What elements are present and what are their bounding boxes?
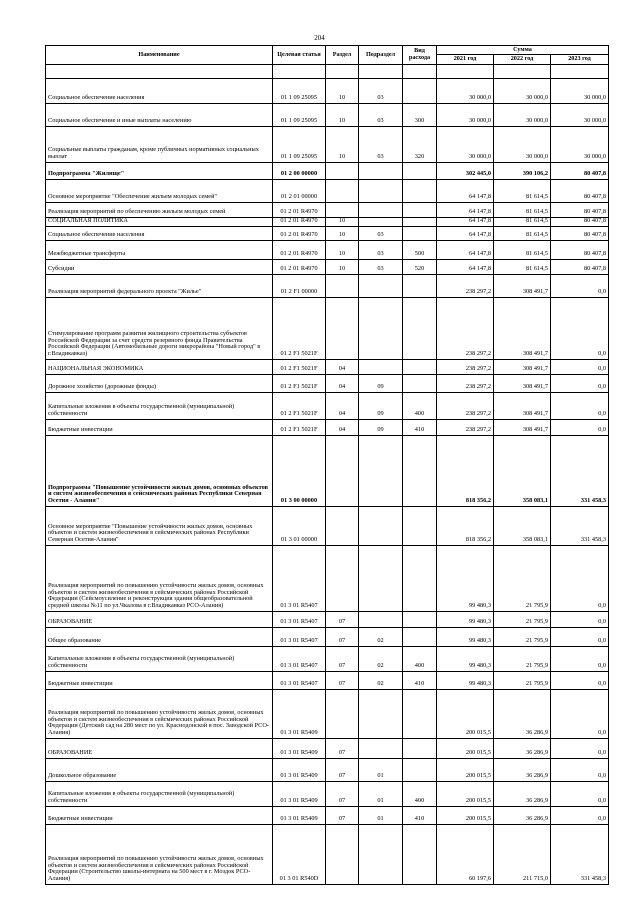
cell-sub [359, 690, 403, 739]
cell-kind [403, 298, 437, 360]
cell-y1: 99 480,3 [437, 672, 494, 690]
cell-kind [403, 375, 437, 393]
table-row [46, 739, 609, 759]
cell-target: 01 1 09 25095 [273, 79, 326, 104]
cell-y3: 0,0 [551, 759, 609, 782]
page-number: 204 [314, 34, 325, 42]
cell-y3: 30 000,0 [551, 79, 609, 104]
cell-name: Дорожное хозяйство (дорожные фонды) [46, 375, 273, 393]
cell-sub [359, 275, 403, 298]
cell-sub [359, 218, 403, 227]
cell-y3: 0,0 [551, 420, 609, 436]
cell-section: 10 [326, 218, 359, 227]
table-row [46, 647, 609, 672]
cell-y2: 36 286,9 [494, 690, 551, 739]
cell-y2: 36 286,9 [494, 759, 551, 782]
cell-section: 07 [326, 759, 359, 782]
cell-target: 01 3 01 R5407 [273, 647, 326, 672]
cell-y1: 238 297,2 [437, 298, 494, 360]
cell-name: Стимулирование программ развития жилищного строительства субъектов Российской Федерации за счет средств резервного фонда Правительства Российской Федерации (Автомобильные дороги микрорайона "Новый город" в г.Владикавказ) [46, 298, 273, 360]
table-row [46, 260, 609, 275]
table-row [46, 218, 609, 227]
cell-y1: 238 297,2 [437, 375, 494, 393]
cell-y1: 60 197,6 [437, 825, 494, 885]
cell-y2: 36 286,9 [494, 807, 551, 825]
cell-kind [403, 436, 437, 507]
cell-section [326, 546, 359, 612]
cell-section: 04 [326, 375, 359, 393]
cell-section: 07 [326, 739, 359, 759]
cell-section [326, 436, 359, 507]
cell-y3: 0,0 [551, 375, 609, 393]
cell-sub: 02 [359, 647, 403, 672]
header-kind: Вид расхода [403, 46, 437, 65]
cell-target: 01 3 01 R5409 [273, 759, 326, 782]
cell-y3: 0,0 [551, 612, 609, 628]
cell-name: Капитальные вложения в объекты государственной (муниципальной) собственности [46, 647, 273, 672]
table-row [46, 436, 609, 507]
table-row [46, 360, 609, 375]
cell-y3: 331 458,3 [551, 436, 609, 507]
cell-y3: 0,0 [551, 672, 609, 690]
cell-kind [403, 180, 437, 203]
cell-y1: 238 297,2 [437, 275, 494, 298]
cell-section [326, 65, 359, 79]
cell-target: 01 2 F1 5021F [273, 360, 326, 375]
header-subsection: Подраздел [359, 46, 403, 65]
table-body [46, 65, 609, 885]
cell-name: Капитальные вложения в объекты государственной (муниципальной) собственности [46, 393, 273, 420]
cell-y1: 99 480,3 [437, 612, 494, 628]
cell-kind [403, 825, 437, 885]
cell-section: 10 [326, 260, 359, 275]
cell-target: 01 3 01 R5407 [273, 628, 326, 647]
table-row [46, 65, 609, 79]
cell-y2: 308 491,7 [494, 375, 551, 393]
cell-name: Бюджетные инвестиции [46, 672, 273, 690]
cell-sub [359, 360, 403, 375]
cell-sub: 01 [359, 759, 403, 782]
cell-y3: 0,0 [551, 782, 609, 807]
header-2021: 2021 год [437, 55, 494, 65]
cell-target: 01 3 01 R5407 [273, 546, 326, 612]
cell-name: Подпрограмма "Жилище" [46, 163, 273, 180]
cell-y3: 0,0 [551, 807, 609, 825]
cell-sub [359, 546, 403, 612]
cell-section [326, 298, 359, 360]
cell-target: 01 2 F1 5021F [273, 375, 326, 393]
cell-section [326, 825, 359, 885]
cell-y2: 30 000,0 [494, 104, 551, 127]
cell-name: Субсидии [46, 260, 273, 275]
cell-kind: 300 [403, 104, 437, 127]
cell-sub: 03 [359, 227, 403, 241]
cell-sub: 09 [359, 420, 403, 436]
cell-y2: 81 614,5 [494, 227, 551, 241]
cell-y1: 818 356,2 [437, 436, 494, 507]
cell-y1: 64 147,8 [437, 203, 494, 218]
cell-y3: 331 458,3 [551, 825, 609, 885]
cell-target: 01 3 01 R5407 [273, 672, 326, 690]
cell-sub: 01 [359, 782, 403, 807]
cell-section [326, 163, 359, 180]
cell-sub: 03 [359, 260, 403, 275]
cell-name: Социальное обеспечение населения [46, 227, 273, 241]
cell-sub: 02 [359, 628, 403, 647]
cell-y3: 0,0 [551, 690, 609, 739]
cell-section: 10 [326, 227, 359, 241]
cell-target: 01 3 01 R5409 [273, 782, 326, 807]
cell-y2 [494, 65, 551, 79]
cell-name: Реализация мероприятий по обеспечению жильем молодых семей [46, 203, 273, 218]
cell-sub [359, 65, 403, 79]
cell-y1: 302 445,0 [437, 163, 494, 180]
cell-name: Социальное обеспечение и иные выплаты населению [46, 104, 273, 127]
table-row [46, 375, 609, 393]
cell-y2: 21 795,9 [494, 546, 551, 612]
cell-y1: 64 147,8 [437, 241, 494, 260]
cell-y2: 308 491,7 [494, 298, 551, 360]
cell-section: 10 [326, 127, 359, 163]
cell-y1: 238 297,2 [437, 420, 494, 436]
cell-target: 01 3 01 R5409 [273, 690, 326, 739]
cell-y1: 200 015,5 [437, 807, 494, 825]
cell-section [326, 203, 359, 218]
table-row [46, 546, 609, 612]
cell-target: 01 2 01 R4970 [273, 227, 326, 241]
cell-sub [359, 163, 403, 180]
cell-target [273, 65, 326, 79]
cell-y1: 238 297,2 [437, 393, 494, 420]
cell-y3: 30 000,0 [551, 127, 609, 163]
cell-y1: 64 147,8 [437, 227, 494, 241]
cell-y1: 818 356,2 [437, 507, 494, 546]
cell-section: 07 [326, 628, 359, 647]
cell-section [326, 180, 359, 203]
cell-y3: 0,0 [551, 546, 609, 612]
cell-kind [403, 218, 437, 227]
cell-sub: 01 [359, 807, 403, 825]
cell-y2: 21 795,9 [494, 672, 551, 690]
cell-y1: 200 015,5 [437, 690, 494, 739]
cell-kind [403, 690, 437, 739]
cell-y3: 0,0 [551, 628, 609, 647]
cell-section: 04 [326, 393, 359, 420]
cell-sub: 03 [359, 127, 403, 163]
cell-y1: 64 147,8 [437, 260, 494, 275]
cell-target: 01 1 09 25095 [273, 127, 326, 163]
cell-y2: 21 795,9 [494, 628, 551, 647]
cell-y1: 200 015,5 [437, 759, 494, 782]
cell-section: 07 [326, 672, 359, 690]
table-row [46, 275, 609, 298]
cell-sub [359, 507, 403, 546]
cell-kind [403, 507, 437, 546]
cell-y3: 30 000,0 [551, 104, 609, 127]
table-row [46, 628, 609, 647]
header-sum: Сумма [437, 46, 609, 55]
table-row [46, 690, 609, 739]
cell-target: 01 2 F1 5021F [273, 298, 326, 360]
cell-name: Бюджетные инвестиции [46, 420, 273, 436]
cell-y3: 0,0 [551, 647, 609, 672]
cell-name: Основное мероприятие "Обеспечение жильем молодых семей" [46, 180, 273, 203]
cell-y1 [437, 65, 494, 79]
budget-table [45, 45, 609, 885]
cell-sub: 02 [359, 672, 403, 690]
cell-target: 01 1 09 25095 [273, 104, 326, 127]
cell-kind: 400 [403, 647, 437, 672]
table-row [46, 298, 609, 360]
table-row [46, 127, 609, 163]
cell-name: ОБРАЗОВАНИЕ [46, 739, 273, 759]
cell-kind: 320 [403, 127, 437, 163]
cell-y1: 64 147,8 [437, 218, 494, 227]
cell-kind: 400 [403, 393, 437, 420]
cell-kind: 410 [403, 672, 437, 690]
cell-sub [359, 298, 403, 360]
cell-y2: 30 000,0 [494, 79, 551, 104]
cell-kind: 500 [403, 241, 437, 260]
cell-section: 07 [326, 647, 359, 672]
cell-y2: 81 614,5 [494, 218, 551, 227]
cell-target: 01 3 01 R540D [273, 825, 326, 885]
cell-name: Общее образование [46, 628, 273, 647]
cell-kind [403, 203, 437, 218]
cell-name: Бюджетные инвестиции [46, 807, 273, 825]
cell-y1: 99 480,3 [437, 647, 494, 672]
cell-target: 01 2 F1 5021F [273, 420, 326, 436]
cell-target: 01 3 01 R5407 [273, 612, 326, 628]
cell-sub [359, 436, 403, 507]
cell-sub [359, 612, 403, 628]
cell-sub [359, 180, 403, 203]
cell-kind [403, 739, 437, 759]
cell-kind [403, 227, 437, 241]
cell-target: 01 2 F1 5021F [273, 393, 326, 420]
cell-sub [359, 203, 403, 218]
header-section: Раздел [326, 46, 359, 65]
cell-name: Реализация мероприятий по повышению устойчивости жилых домов, основных объектов и систем жизнеобеспечения в сейсмических районах Российской Федерации (Строительство школы-интерната на 500 мест в г. Моздок РСО-Алания) [46, 825, 273, 885]
cell-kind: 400 [403, 782, 437, 807]
cell-target: 01 2 00 00000 [273, 163, 326, 180]
table-row [46, 393, 609, 420]
header-name: Наименование [46, 46, 273, 65]
cell-kind [403, 546, 437, 612]
cell-kind [403, 628, 437, 647]
cell-target: 01 3 01 00000 [273, 507, 326, 546]
cell-y1: 30 000,0 [437, 127, 494, 163]
cell-target: 01 3 01 R5409 [273, 807, 326, 825]
table-row [46, 825, 609, 885]
cell-y3: 80 407,8 [551, 203, 609, 218]
cell-y2: 81 614,5 [494, 180, 551, 203]
cell-name: НАЦИОНАЛЬНАЯ ЭКОНОМИКА [46, 360, 273, 375]
cell-section [326, 690, 359, 739]
cell-y3: 0,0 [551, 739, 609, 759]
cell-kind [403, 759, 437, 782]
table-row [46, 782, 609, 807]
cell-section: 10 [326, 104, 359, 127]
cell-section: 04 [326, 420, 359, 436]
cell-y2: 308 491,7 [494, 420, 551, 436]
table-row [46, 759, 609, 782]
cell-kind [403, 65, 437, 79]
cell-name: Реализация мероприятий по повышению устойчивости жилых домов, основных объектов и систем жизнеобеспечения в сейсмических районах Российской Федерации (Сейсмоусиление и реконструкция здания общеобразовательной средней школы №11 по ул.Чкалова в г.Владикавказ РСО-Алания) [46, 546, 273, 612]
cell-y2: 21 795,9 [494, 612, 551, 628]
table-row [46, 241, 609, 260]
cell-y3: 0,0 [551, 393, 609, 420]
cell-section: 07 [326, 782, 359, 807]
header-target: Целевая статья [273, 46, 326, 65]
table-row [46, 227, 609, 241]
cell-name: Реализация мероприятий федерального проекта "Жилье" [46, 275, 273, 298]
cell-name: Социальное обеспечение населения [46, 79, 273, 104]
cell-y2: 21 795,9 [494, 647, 551, 672]
cell-y3: 80 407,8 [551, 227, 609, 241]
cell-sub: 09 [359, 375, 403, 393]
cell-sub: 03 [359, 79, 403, 104]
cell-sub [359, 825, 403, 885]
cell-name: Капитальные вложения в объекты государственной (муниципальной) собственности [46, 782, 273, 807]
cell-name: Подпрограмма "Повышение устойчивости жилых домов, основных объектов и систем жизнеобеспечения в сейсмических районах Республики Северная Осетия - Алания" [46, 436, 273, 507]
cell-y1: 99 480,3 [437, 546, 494, 612]
header-2023: 2023 год [551, 55, 609, 65]
cell-kind: 410 [403, 420, 437, 436]
cell-target: 01 2 01 R4970 [273, 218, 326, 227]
table-row [46, 203, 609, 218]
cell-target: 01 2 01 R4970 [273, 260, 326, 275]
cell-y2: 36 286,9 [494, 782, 551, 807]
cell-y1: 99 480,3 [437, 628, 494, 647]
cell-y3 [551, 65, 609, 79]
cell-y2: 308 491,7 [494, 360, 551, 375]
cell-y2: 308 491,7 [494, 275, 551, 298]
cell-kind [403, 360, 437, 375]
cell-name: Реализация мероприятий по повышению устойчивости жилых домов, основных объектов и систем жизнеобеспечения в сейсмических районах Российской Федерации (Детский сад на 280 мест по ул. Краснодонской в пос. Заводской РСО-Алания) [46, 690, 273, 739]
cell-y3: 0,0 [551, 298, 609, 360]
cell-y1: 64 147,8 [437, 180, 494, 203]
cell-y2: 81 614,5 [494, 260, 551, 275]
cell-section: 04 [326, 360, 359, 375]
cell-y2: 211 715,0 [494, 825, 551, 885]
cell-kind: 410 [403, 807, 437, 825]
cell-name: Дошкольное образование [46, 759, 273, 782]
cell-y1: 200 015,5 [437, 782, 494, 807]
cell-y3: 80 407,8 [551, 180, 609, 203]
cell-section: 10 [326, 79, 359, 104]
table-row [46, 420, 609, 436]
cell-kind [403, 612, 437, 628]
cell-name: ОБРАЗОВАНИЕ [46, 612, 273, 628]
cell-y1: 238 297,2 [437, 360, 494, 375]
cell-y1: 30 000,0 [437, 79, 494, 104]
table-row [46, 180, 609, 203]
cell-target: 01 3 01 R5409 [273, 739, 326, 759]
cell-target: 01 2 01 00000 [273, 180, 326, 203]
cell-y2: 308 491,7 [494, 393, 551, 420]
table-row [46, 612, 609, 628]
cell-y2: 390 106,2 [494, 163, 551, 180]
cell-target: 01 3 00 00000 [273, 436, 326, 507]
cell-section: 07 [326, 807, 359, 825]
table-row [46, 163, 609, 180]
table-row [46, 104, 609, 127]
table-row [46, 807, 609, 825]
cell-kind [403, 275, 437, 298]
table-row [46, 79, 609, 104]
cell-y3: 80 407,8 [551, 163, 609, 180]
table-header [46, 46, 609, 65]
cell-name: Межбюджетные трансферты [46, 241, 273, 260]
cell-y2: 30 000,0 [494, 127, 551, 163]
cell-section [326, 275, 359, 298]
header-2022: 2022 год [494, 55, 551, 65]
cell-sub: 09 [359, 393, 403, 420]
cell-y3: 80 407,8 [551, 218, 609, 227]
cell-y3: 0,0 [551, 275, 609, 298]
cell-y1: 200 015,5 [437, 739, 494, 759]
table-row [46, 672, 609, 690]
cell-y3: 80 407,8 [551, 260, 609, 275]
cell-section: 07 [326, 612, 359, 628]
cell-target: 01 2 01 R4970 [273, 203, 326, 218]
cell-y3: 80 407,8 [551, 241, 609, 260]
cell-y2: 358 083,1 [494, 436, 551, 507]
cell-y2: 81 614,5 [494, 241, 551, 260]
cell-kind: 520 [403, 260, 437, 275]
cell-y3: 0,0 [551, 360, 609, 375]
cell-kind [403, 163, 437, 180]
cell-sub: 03 [359, 104, 403, 127]
cell-name: СОЦИАЛЬНАЯ ПОЛИТИКА [46, 218, 273, 227]
cell-kind [403, 79, 437, 104]
cell-sub [359, 739, 403, 759]
cell-section [326, 507, 359, 546]
cell-sub: 03 [359, 241, 403, 260]
cell-y2: 358 083,1 [494, 507, 551, 546]
table-row [46, 507, 609, 546]
cell-target: 01 2 01 R4970 [273, 241, 326, 260]
cell-y1: 30 000,0 [437, 104, 494, 127]
cell-y2: 36 286,9 [494, 739, 551, 759]
cell-section: 10 [326, 241, 359, 260]
cell-y2: 81 614,5 [494, 203, 551, 218]
cell-name: Социальные выплаты гражданам, кроме публичных нормативных социальных выплат [46, 127, 273, 163]
cell-name [46, 65, 273, 79]
cell-target: 01 2 F1 00000 [273, 275, 326, 298]
cell-name: Основное мероприятие "Повышение устойчивости жилых домов, основных объектов и систем жизнеобеспечения в сейсмических районах Республики Северная Осетия-Алания" [46, 507, 273, 546]
cell-y3: 331 458,3 [551, 507, 609, 546]
